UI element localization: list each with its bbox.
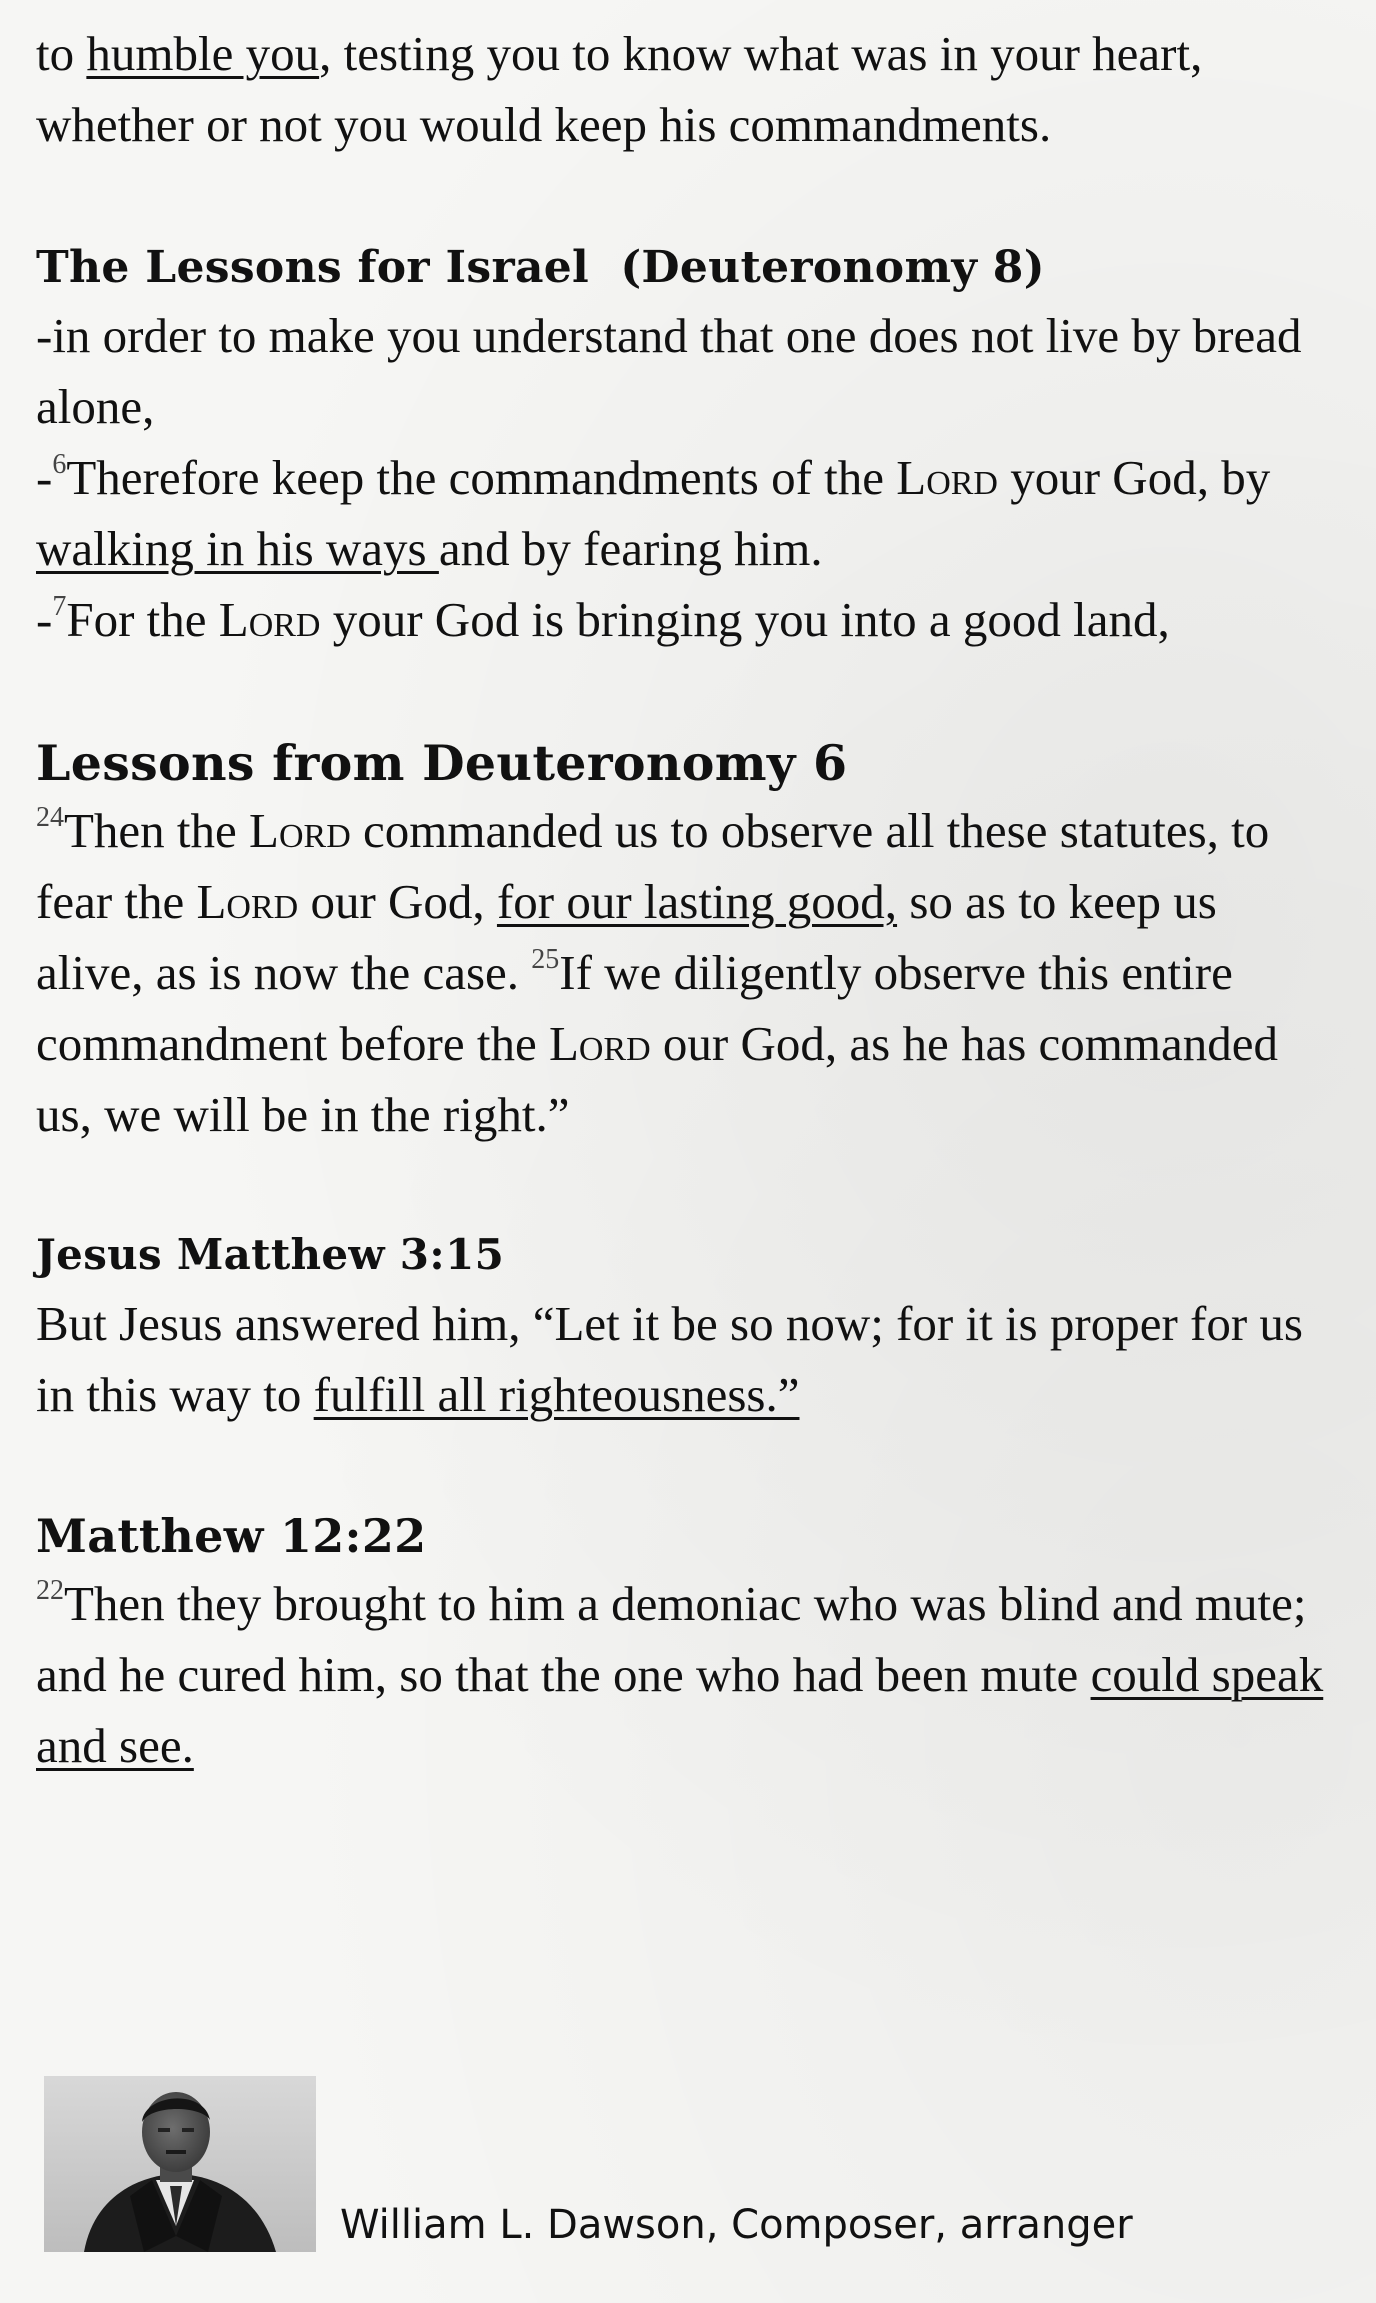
verse-number-6: 6: [52, 448, 67, 480]
intro-post: , testing you to know what was in your heart, whether or not you would keep his commandments.: [36, 26, 1203, 152]
v24-text-b: commanded us to observe all these statutes, to fear the: [36, 803, 1270, 929]
page-content: [36, 18, 1336, 1781]
verse-number-7: 7: [52, 590, 67, 622]
matthew3-underlined-phrase: fulfill all righteousness.”: [313, 1367, 800, 1422]
v7-prefix: -: [36, 592, 53, 647]
israel-line1: -in order to make you understand that one does not live by bread alone,: [36, 308, 1302, 434]
intro-underlined-phrase: humble you: [86, 26, 320, 81]
israel-heading: The Lessons for Israel (Deuteronomy 8): [36, 242, 1045, 293]
v6-text-c: and by fearing him.: [438, 521, 823, 576]
v6-underlined-phrase: walking in his ways: [36, 521, 439, 576]
verse-number-25: 25: [531, 943, 560, 975]
matthew3-heading: Jesus Matthew 3:15: [36, 1230, 505, 1279]
v25-lord: Lord: [548, 1016, 651, 1071]
portrait-photo: [44, 2076, 316, 2252]
v24-lord-2: Lord: [196, 874, 299, 929]
intro-pre: to: [36, 26, 87, 81]
matthew12-text-a: Then they brought to him a demoniac who was blind and mute; and he cured him, so that the one who had been mute: [36, 1576, 1307, 1702]
v24-lord-1: Lord: [249, 803, 351, 858]
verse-number-22: 22: [36, 1574, 64, 1606]
matthew3-passage: [36, 1288, 1336, 1430]
v7-lord: Lord: [218, 592, 321, 647]
israel-passage: [36, 300, 1336, 655]
v7-text-b: your God is bringing you into a good land,: [320, 592, 1170, 647]
v6-prefix: -: [36, 450, 53, 505]
v24-underlined-phrase: for our lasting good,: [496, 874, 898, 929]
matthew12-heading: Matthew 12:22: [36, 1509, 427, 1563]
v24-text-a: Then the: [64, 803, 250, 858]
matthew3-text-a: But Jesus answered him, “Let it be so now; for it is proper for us in this way to: [36, 1296, 1303, 1422]
deut6-heading: Lessons from Deuteronomy 6: [36, 734, 848, 792]
v6-text-b: your God, by: [997, 450, 1271, 505]
deut6-passage: [36, 795, 1336, 1150]
intro-paragraph: [36, 18, 1336, 160]
v25-text-b: our God, as he has commanded us, we will be in the right.”: [36, 1016, 1278, 1142]
v6-text-a: Therefore keep the commandments of the: [66, 450, 897, 505]
v6-lord: Lord: [896, 450, 998, 505]
photo-caption: William L. Dawson, Composer, arranger: [340, 2202, 1133, 2248]
v24-text-c: our God,: [298, 874, 497, 929]
v24-text-d: so as to keep us alive, as is now the case.: [36, 874, 1217, 1000]
matthew12-underlined-phrase: could speak and see.: [36, 1647, 1324, 1773]
verse-number-24: 24: [36, 801, 64, 833]
portrait-photo-icon: [44, 2076, 316, 2252]
v25-text-a: If we diligently observe this entire commandment before the: [36, 945, 1233, 1071]
photo-caption-block: [44, 2076, 1344, 2256]
v7-text-a: For the: [66, 592, 219, 647]
matthew12-passage: [36, 1568, 1336, 1781]
